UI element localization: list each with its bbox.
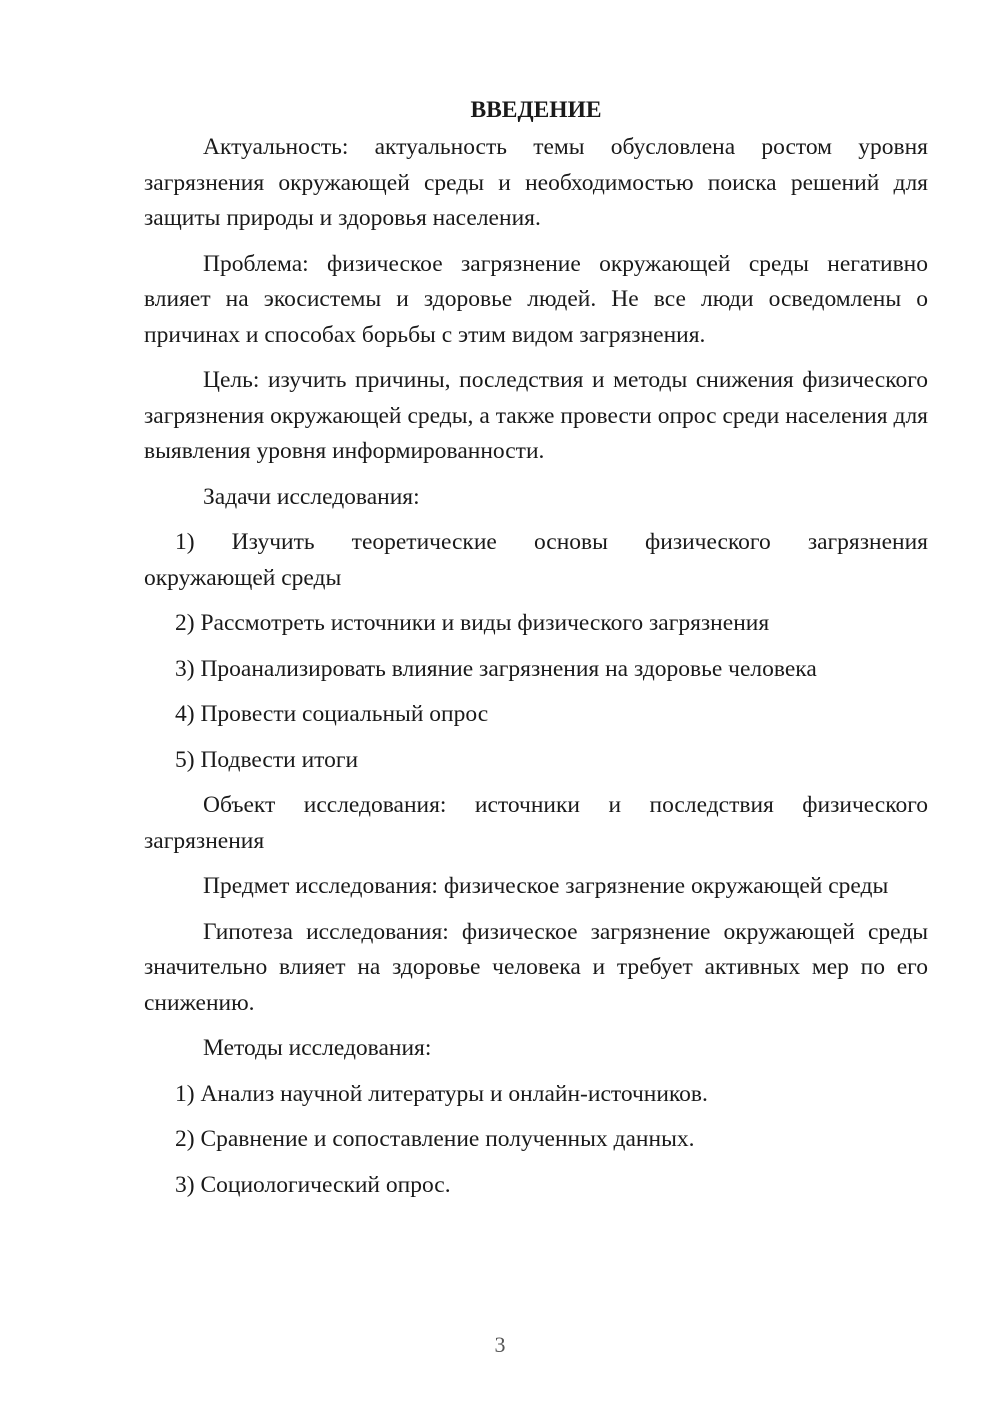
task-item: 4) Провести социальный опрос [175, 701, 489, 727]
page-number: 3 [494, 1332, 506, 1357]
relevance-paragraph: Актуальность: актуальность темы обусловлена ростом уровня загрязнения окружающей среды и необходимостью поиска решений для защиты природы и здоровья населения. [144, 134, 928, 231]
object-paragraph: Объект исследования: источники и последствия физического загрязнения [144, 792, 928, 854]
method-item: 3) Социологический опрос. [175, 1171, 451, 1198]
task-item: 3) Проанализировать влияние загрязнения на здоровье человека [175, 655, 817, 682]
task-item: 2) Рассмотреть источники и виды физического загрязнения [175, 610, 770, 636]
section-title: ВВЕДЕНИЕ [470, 97, 602, 123]
goal-paragraph: Цель: изучить причины, последствия и методы снижения физического загрязнения окружающей среды, а также провести опрос среди населения для выявления уровня информированности. [144, 367, 928, 464]
subject-paragraph: Предмет исследования: физическое загрязнение окружающей среды [203, 873, 889, 899]
document-body [144, 92, 928, 1213]
method-item: 2) Сравнение и сопоставление полученных данных. [175, 1126, 695, 1152]
tasks-heading: Задачи исследования: [203, 483, 420, 510]
methods-heading: Методы исследования: [203, 1035, 432, 1061]
task-item-1-continuation: окружающей среды [144, 564, 342, 591]
method-item: 1) Анализ научной литературы и онлайн-источников. [175, 1080, 708, 1107]
task-item-1-first-line: 1) Изучить теоретические основы физического загрязнения [175, 529, 928, 555]
problem-paragraph: Проблема: физическое загрязнение окружающей среды негативно влияет на экосистемы и здоровье людей. Не все люди осведомлены о причинах и способах борьбы с этим видом загрязнения. [144, 250, 928, 348]
hypothesis-paragraph: Гипотеза исследования: физическое загрязнение окружающей среды значительно влияет на здоровье человека и требует активных мер по его снижению. [144, 918, 928, 1016]
task-item: 5) Подвести итоги [175, 746, 359, 773]
task-item [144, 525, 928, 596]
